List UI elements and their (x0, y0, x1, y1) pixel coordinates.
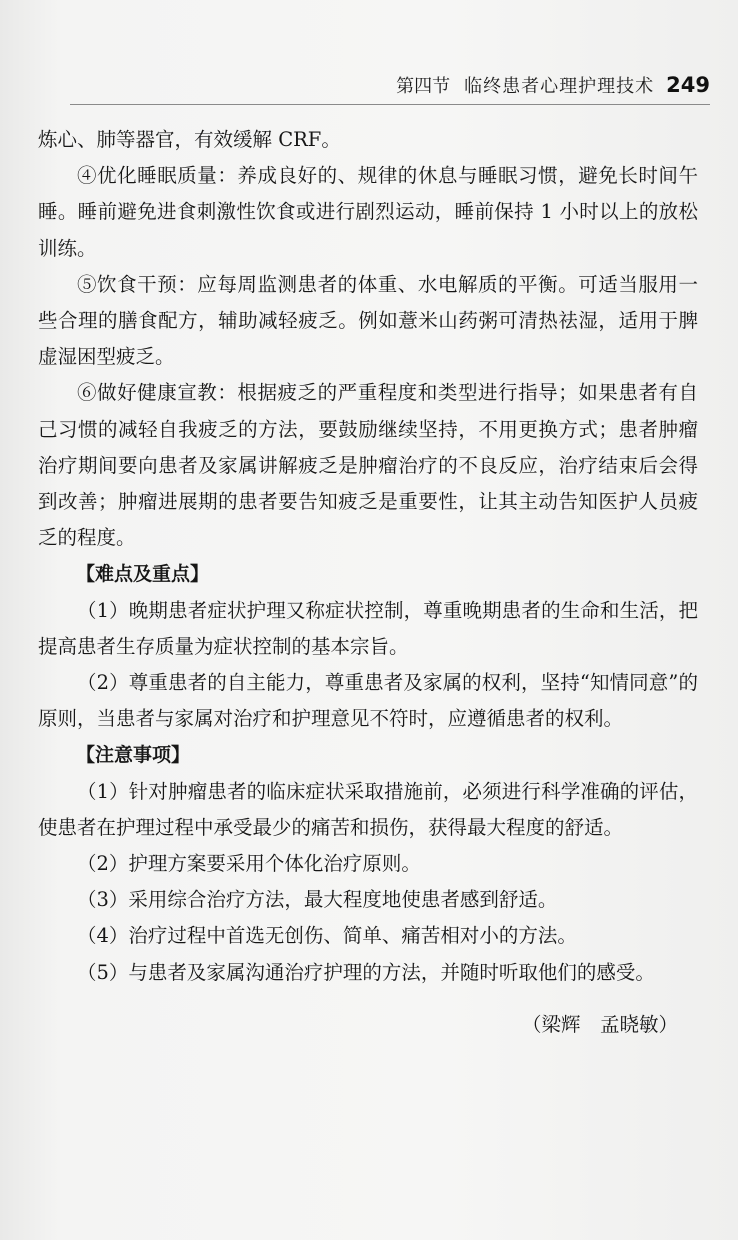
paragraph-sleep: ④优化睡眠质量：养成良好的、规律的休息与睡眠习惯，避免长时间午睡。睡前避免进食刺激性饮食或进行剧烈运动，睡前保持 1 小时以上的放松训练。 (38, 164, 698, 260)
paragraph-key-1: （1）晚期患者症状护理又称症状控制，尊重晚期患者的生命和生活，把提高患者生存质量为症状控制的基本宗旨。 (38, 598, 698, 658)
paragraph-note-3: （3）采用综合治疗方法，最大程度地使患者感到舒适。 (77, 888, 558, 912)
paragraph-education: ⑥做好健康宣教：根据疲乏的严重程度和类型进行指导；如果患者有自己习惯的减轻自我疲乏的方法，要鼓励继续坚持，不用更换方式；患者肿瘤治疗期间要向患者及家属讲解疲乏是肿瘤治疗的不良反应，治疗结束后会得到改善；肿瘤进展期的患者要告知疲乏是重要性，让其主动告知医护人员疲乏的程度。 (38, 381, 698, 550)
paragraph-note-4: （4）治疗过程中首选无创伤、简单、痛苦相对小的方法。 (77, 924, 577, 948)
heading-notes: 【注意事项】 (76, 744, 191, 767)
section-label: 第四节 (396, 76, 451, 97)
paragraph-note-5: （5）与患者及家属沟通治疗护理的方法，并随时听取他们的感受。 (77, 960, 655, 984)
paragraph-key-2: （2）尊重患者的自主能力，尊重患者及家属的权利，坚持“知情同意”的原则，当患者与家属对治疗和护理意见不符时，应遵循患者的权利。 (38, 671, 698, 731)
paragraph-diet: ⑤饮食干预：应每周监测患者的体重、水电解质的平衡。可适当服用一些合理的膳食配方，辅助减轻疲乏。例如薏米山药粥可清热祛湿，适用于脾虚湿困型疲乏。 (38, 272, 698, 369)
paragraph-continuation: 炼心、肺等器官，有效缓解 CRF。 (38, 128, 341, 151)
heading-key-points: 【难点及重点】 (76, 563, 210, 586)
paragraph-note-1: （1）针对肿瘤患者的临床症状采取措施前，必须进行科学准确的评估，使患者在护理过程中承受最少的痛苦和损伤，获得最大程度的舒适。 (38, 779, 698, 839)
header-rule (70, 104, 710, 105)
running-header (70, 72, 710, 104)
author-credit: （梁辉 孟晓敏） (521, 1012, 678, 1036)
body-text (38, 122, 698, 1043)
chapter-title: 临终患者心理护理技术 (464, 76, 655, 97)
paragraph-note-2: （2）护理方案要采用个体化治疗原则。 (77, 852, 421, 876)
page-number: 249 (666, 73, 710, 97)
